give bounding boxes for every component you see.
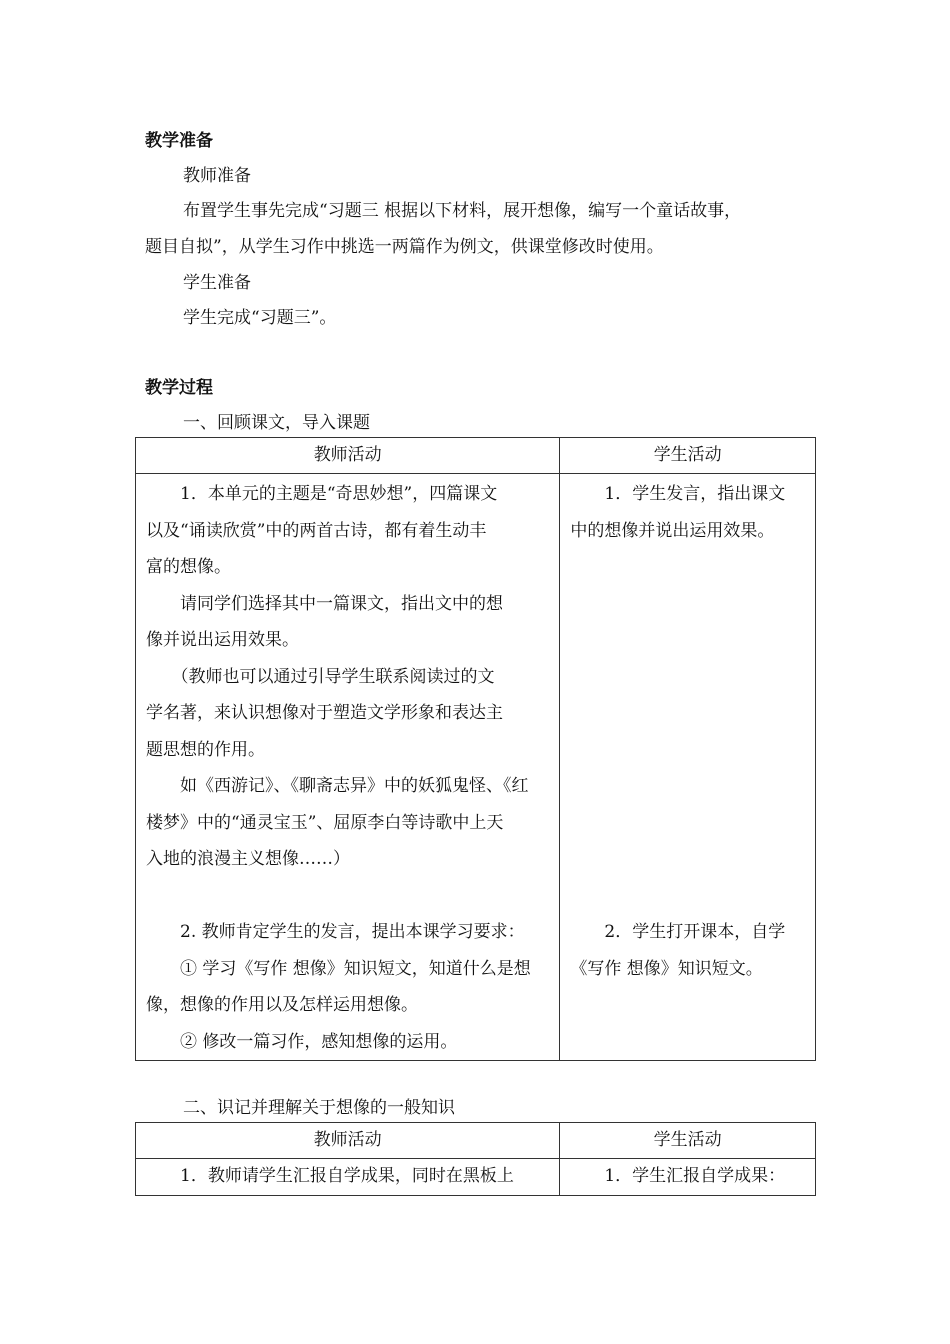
teacher-activity-line: 入地的浪漫主义想像……） bbox=[146, 849, 350, 869]
student-activity-line bbox=[570, 659, 809, 696]
student-activity-line: 中的想像并说出运用效果。 bbox=[570, 520, 775, 541]
student-prep-text: 学生完成“习题三”。 bbox=[183, 308, 337, 328]
teacher-prep-text-1: 布置学生事先完成“习题三 根据以下材料，展开想像，编写一个童话故事， bbox=[183, 201, 742, 221]
teacher-activity-line: ① 学习《写作 想像》知识短文，知道什么是想 bbox=[146, 958, 531, 979]
process-heading: 教学过程 bbox=[145, 378, 213, 398]
table2-header-student: 学生活动 bbox=[560, 1123, 816, 1159]
table1-student-cell bbox=[560, 474, 816, 1061]
table2-student-cell bbox=[560, 1159, 816, 1196]
teacher-activity-line: 楼梦》中的“通灵宝玉”、屈原李白等诗歌中上天 bbox=[146, 812, 504, 833]
student-prep-label: 学生准备 bbox=[183, 273, 251, 293]
teacher-activity-line: 以及“诵读欣赏”中的两首古诗，都有着生动丰 bbox=[146, 520, 487, 541]
teacher-activity-line bbox=[146, 878, 551, 915]
student-activity-line bbox=[570, 549, 809, 586]
table1-teacher-cell bbox=[136, 474, 560, 1061]
prep-heading: 教学准备 bbox=[145, 131, 213, 151]
teacher-activity-line: 如《西游记》、《聊斋志异》中的妖狐鬼怪、《红 bbox=[146, 776, 529, 796]
teacher-activity-line: 2. 教师肯定学生的发言，提出本课学习要求： bbox=[146, 922, 525, 942]
student-activity-line bbox=[570, 878, 809, 915]
student-activity-line bbox=[570, 586, 809, 623]
teacher-activity-line: 像并说出运用效果。 bbox=[146, 630, 299, 650]
teacher-activity-line: 富的想像。 bbox=[146, 557, 231, 577]
student-activity-line bbox=[570, 732, 809, 769]
student-activity-line bbox=[570, 805, 809, 842]
teacher-activity-line: 学名著，来认识想像对于塑造文学形象和表达主 bbox=[146, 703, 503, 723]
teacher-activity-line: 1．本单元的主题是“奇思妙想”，四篇课文 bbox=[146, 484, 498, 504]
teacher-activity-line: （教师也可以通过引导学生联系阅读过的文 bbox=[146, 666, 495, 687]
activity-table-2 bbox=[135, 1122, 816, 1196]
student-activity-line bbox=[570, 622, 809, 659]
table2-teacher-cell bbox=[136, 1159, 560, 1196]
teacher-prep-text-2: 题目自拟”，从学生习作中挑选一两篇作为例文，供课堂修改时使用。 bbox=[145, 237, 664, 257]
teacher-activity-line: ② 修改一篇习作，感知想像的运用。 bbox=[146, 1031, 458, 1052]
teacher-activity-line: 题思想的作用。 bbox=[146, 739, 265, 760]
section2-title: 二、识记并理解关于想像的一般知识 bbox=[183, 1098, 455, 1118]
student-activity-line: 1．学生发言，指出课文 bbox=[570, 484, 786, 504]
teacher-activity-line: 像，想像的作用以及怎样运用想像。 bbox=[146, 995, 418, 1015]
teacher-activity-line: 请同学们选择其中一篇课文，指出文中的想 bbox=[146, 593, 503, 614]
student-activity-line bbox=[570, 768, 809, 805]
table2-teacher-line: 1．教师请学生汇报自学成果，同时在黑板上 bbox=[146, 1166, 514, 1186]
table1-header-teacher: 教师活动 bbox=[136, 438, 560, 474]
activity-table-1 bbox=[135, 437, 816, 1061]
table2-student-line: 1．学生汇报自学成果： bbox=[570, 1166, 786, 1186]
section1-title: 一、回顾课文，导入课题 bbox=[183, 413, 370, 433]
teacher-prep-label: 教师准备 bbox=[183, 166, 251, 186]
student-activity-line: 《写作 想像》知识短文。 bbox=[570, 958, 763, 979]
student-activity-line bbox=[570, 695, 809, 732]
table1-header-student: 学生活动 bbox=[560, 438, 816, 474]
student-activity-line bbox=[570, 841, 809, 878]
student-activity-line: 2．学生打开课本，自学 bbox=[570, 922, 786, 942]
table2-header-teacher: 教师活动 bbox=[136, 1123, 560, 1159]
